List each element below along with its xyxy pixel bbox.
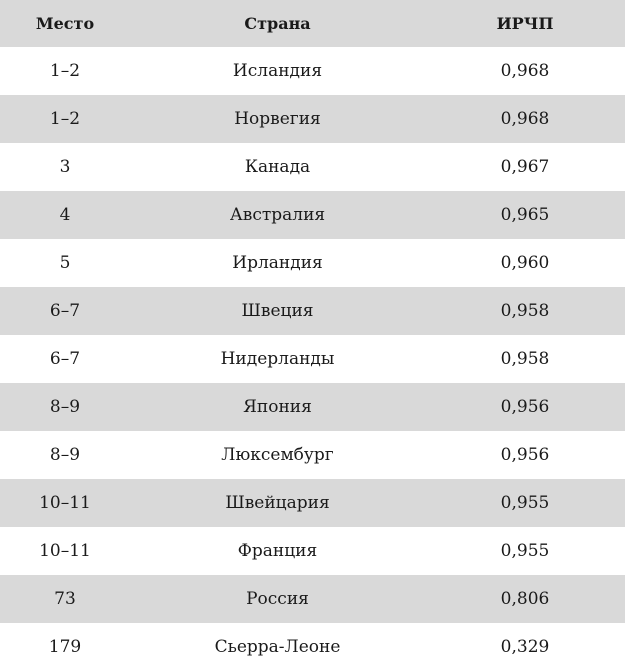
cell-rank: 8–9 <box>49 396 81 417</box>
cell-rank: 3 <box>59 156 71 177</box>
cell-country: Швеция <box>241 300 314 321</box>
cell-hdi: 0,968 <box>500 60 550 81</box>
table-row <box>0 287 625 335</box>
cell-country: Ирландия <box>232 252 323 273</box>
cell-rank: 8–9 <box>49 444 81 465</box>
header-country: Страна <box>244 13 311 33</box>
header-hdi: ИРЧП <box>496 13 554 33</box>
table-row <box>0 95 625 143</box>
cell-hdi: 0,968 <box>500 108 550 129</box>
cell-rank: 10–11 <box>39 492 91 513</box>
cell-hdi: 0,955 <box>500 492 550 513</box>
cell-rank: 179 <box>48 636 82 657</box>
cell-rank: 6–7 <box>49 300 81 321</box>
cell-country: Сьерра-Леоне <box>214 636 341 657</box>
table-row <box>0 623 625 671</box>
cell-country: Исландия <box>232 60 323 81</box>
cell-rank: 6–7 <box>49 348 81 369</box>
cell-country: Россия <box>246 588 309 609</box>
table-row <box>0 47 625 95</box>
cell-rank: 5 <box>59 252 71 273</box>
cell-rank: 10–11 <box>39 540 91 561</box>
cell-country: Австралия <box>229 204 326 225</box>
cell-hdi: 0,965 <box>500 204 550 225</box>
table-row <box>0 575 625 623</box>
cell-country: Япония <box>243 396 312 417</box>
cell-hdi: 0,955 <box>500 540 550 561</box>
cell-country: Норвегия <box>234 108 321 129</box>
cell-country: Люксембург <box>221 444 334 465</box>
cell-hdi: 0,960 <box>500 252 550 273</box>
cell-hdi: 0,958 <box>500 300 550 321</box>
table-row <box>0 143 625 191</box>
table-row <box>0 335 625 383</box>
table-row <box>0 527 625 575</box>
cell-rank: 73 <box>54 588 76 609</box>
table-row <box>0 191 625 239</box>
cell-hdi: 0,958 <box>500 348 550 369</box>
cell-hdi: 0,967 <box>500 156 550 177</box>
cell-hdi: 0,329 <box>500 636 550 657</box>
cell-rank: 1–2 <box>49 60 81 81</box>
cell-hdi: 0,806 <box>500 588 550 609</box>
cell-rank: 1–2 <box>49 108 81 129</box>
cell-country: Канада <box>244 156 311 177</box>
cell-country: Франция <box>237 540 318 561</box>
header-rank: Место <box>35 13 95 33</box>
cell-hdi: 0,956 <box>500 396 550 417</box>
cell-country: Швейцария <box>225 492 330 513</box>
cell-hdi: 0,956 <box>500 444 550 465</box>
table-row <box>0 383 625 431</box>
table-row <box>0 479 625 527</box>
cell-country: Нидерланды <box>220 348 335 369</box>
table-header-row <box>0 0 625 47</box>
table-row <box>0 239 625 287</box>
table-row <box>0 431 625 479</box>
cell-rank: 4 <box>59 204 71 225</box>
